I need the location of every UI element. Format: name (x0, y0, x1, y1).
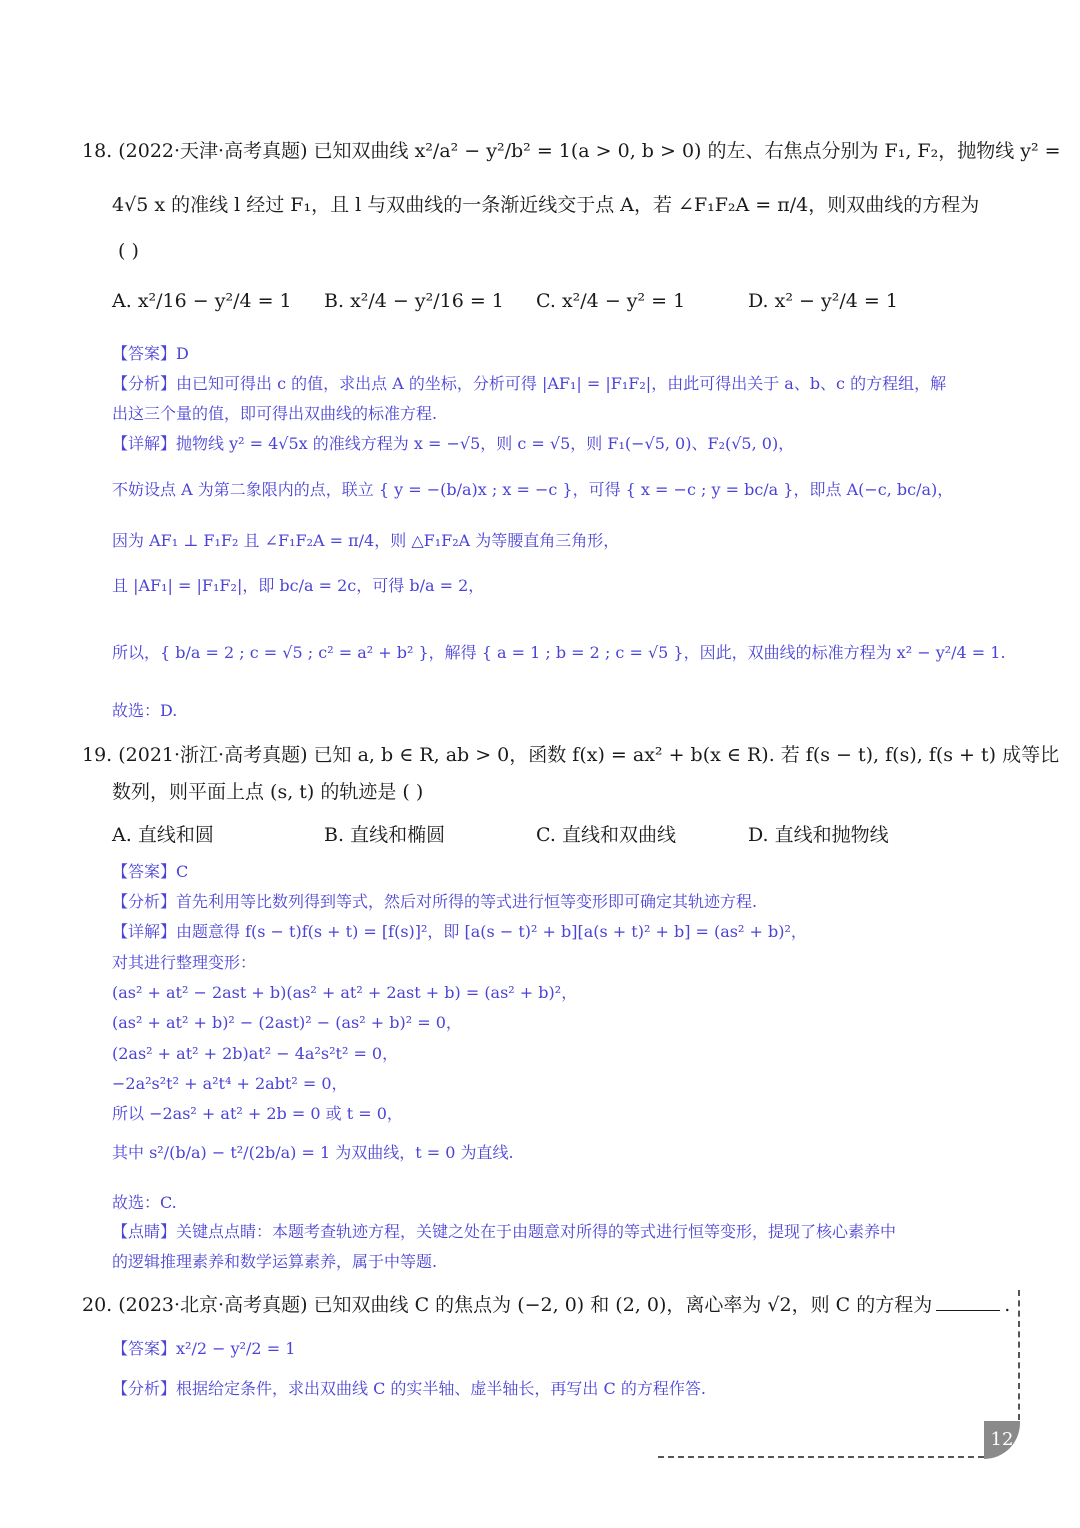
q18-option-c (536, 290, 685, 312)
option-text: 直线和抛物线 (774, 824, 889, 846)
q19-detail-8: 其中 s²/(b/a) − t²/(2b/a) = 1 为双曲线，t = 0 为直线. (112, 1143, 514, 1162)
q18-detail-1: 【详解】抛物线 y² = 4√5x 的准线方程为 x = −√5，则 c = √5，则 F₁(−√5, 0)、F₂(√5, 0)， (112, 434, 795, 453)
q19-detail-6: −2a²s²t² + a²t⁴ + 2abt² = 0， (112, 1074, 348, 1093)
q19-option-c (536, 820, 676, 847)
q18-analysis-1: 【分析】由已知可得出 c 的值，求出点 A 的坐标，分析可得 |AF₁| = |F₁F₂|，由此可得出关于 a、b、c 的方程组，解 (112, 374, 947, 393)
q18-detail-3: 因为 AF₁ ⊥ F₁F₂ 且 ∠F₁F₂A = π/4，则 △F₁F₂A 为等腰直角三角形， (112, 531, 620, 550)
option-text: 直线和双曲线 (561, 824, 676, 846)
q18-line-2: 4√5 x 的准线 l 经过 F₁，且 l 与双曲线的一条渐近线交于点 A，若 ∠F₁F₂A = π/4，则双曲线的方程为 (112, 194, 980, 216)
q19-detail-2: 对其进行整理变形： (112, 953, 257, 972)
option-label: A. (112, 290, 132, 312)
q19-option-a (112, 820, 214, 847)
page-number: 12 (984, 1421, 1020, 1459)
q18-option-b (324, 290, 504, 312)
option-label: B. (324, 824, 345, 846)
q19-comment-2: 的逻辑推理素养和数学运算素养，属于中等题. (112, 1252, 438, 1271)
q19-detail-4: (as² + at² + b)² − (2ast)² − (as² + b)² = 0， (112, 1013, 462, 1032)
q19-choose: 故选：C. (112, 1193, 177, 1212)
q19-line-2: 数列，则平面上点 (s, t) 的轨迹是 ( ) (112, 781, 424, 803)
option-text: x²/16 − y²/4 = 1 (137, 290, 292, 312)
q20-stem: 20. (2023·北京·高考真题) 已知双曲线 C 的焦点为 (−2, 0) 和 (2, 0)，离心率为 √2，则 C 的方程为 (82, 1294, 933, 1316)
answer-blank (936, 1310, 1000, 1311)
q18-answer: 【答案】D (112, 344, 189, 363)
q19-detail-3: (as² + at² − 2ast + b)(as² + at² + 2ast + b) = (as² + b)²， (112, 983, 578, 1002)
q19-detail-1: 【详解】由题意得 f(s − t)f(s + t) = [f(s)]²，即 [a(s − t)² + b][a(s + t)² + b] = (as² + b)²， (112, 922, 807, 941)
option-text: 直线和椭圆 (350, 824, 446, 846)
q18-detail-5: 所以，{ b/a = 2 ; c = √5 ; c² = a² + b² }，解得 { a = 1 ; b = 2 ; c = √5 }，因此，双曲线的标准方程为 x² − y²/4 = 1. (112, 643, 1006, 662)
option-label: C. (536, 824, 556, 846)
option-text: x²/4 − y²/16 = 1 (350, 290, 504, 312)
q18-analysis-2: 出这三个量的值，即可得出双曲线的标准方程. (112, 404, 438, 423)
page-corner-dashed-vertical (1018, 1290, 1020, 1420)
q19-detail-7: 所以 −2as² + at² + 2b = 0 或 t = 0， (112, 1104, 403, 1123)
q20-analysis: 【分析】根据给定条件，求出双曲线 C 的实半轴、虚半轴长，再写出 C 的方程作答. (112, 1379, 706, 1398)
q18-line-3: ( ) (118, 240, 139, 262)
q19-comment-1: 【点睛】关键点点睛：本题考查轨迹方程，关键之处在于由题意对所得的等式进行恒等变形，提现了核心素养中 (112, 1222, 897, 1241)
option-label: A. (112, 824, 132, 846)
option-label: D. (748, 824, 769, 846)
q19-answer: 【答案】C (112, 862, 189, 881)
q19-option-d (748, 820, 889, 847)
option-text: x²/4 − y² = 1 (561, 290, 686, 312)
q20-answer: 【答案】x²/2 − y²/2 = 1 (112, 1339, 296, 1358)
q20-line-1 (82, 1290, 1010, 1317)
option-text: 直线和圆 (137, 824, 214, 846)
q18-option-a (112, 290, 292, 312)
q18-detail-4: 且 |AF₁| = |F₁F₂|，即 bc/a = 2c，可得 b/a = 2， (112, 576, 485, 595)
option-label: B. (324, 290, 345, 312)
option-label: C. (536, 290, 556, 312)
q18-line-1: 18. (2022·天津·高考真题) 已知双曲线 x²/a² − y²/b² = 1(a > 0, b > 0) 的左、右焦点分别为 F₁, F₂，抛物线 y² = (82, 140, 1061, 162)
q18-choose: 故选：D. (112, 701, 178, 720)
q20-period: . (1004, 1294, 1011, 1316)
q19-detail-5: (2as² + at² + 2b)at² − 4a²s²t² = 0， (112, 1044, 399, 1063)
q19-line-1: 19. (2021·浙江·高考真题) 已知 a, b ∈ R, ab > 0，函数 f(x) = ax² + b(x ∈ R). 若 f(s − t), f(s), f(s + t) 成等比 (82, 744, 1060, 766)
q19-option-b (324, 820, 445, 847)
option-label: D. (748, 290, 769, 312)
q18-option-d (748, 290, 898, 312)
q19-analysis: 【分析】首先利用等比数列得到等式，然后对所得的等式进行恒等变形即可确定其轨迹方程. (112, 892, 758, 911)
q18-detail-2: 不妨设点 A 为第二象限内的点，联立 { y = −(b/a)x ; x = −c }，可得 { x = −c ; y = bc/a }，即点 A(−c, bc/a)， (112, 480, 954, 499)
page-corner-dashed-horizontal (658, 1456, 984, 1458)
option-text: x² − y²/4 = 1 (774, 290, 898, 312)
